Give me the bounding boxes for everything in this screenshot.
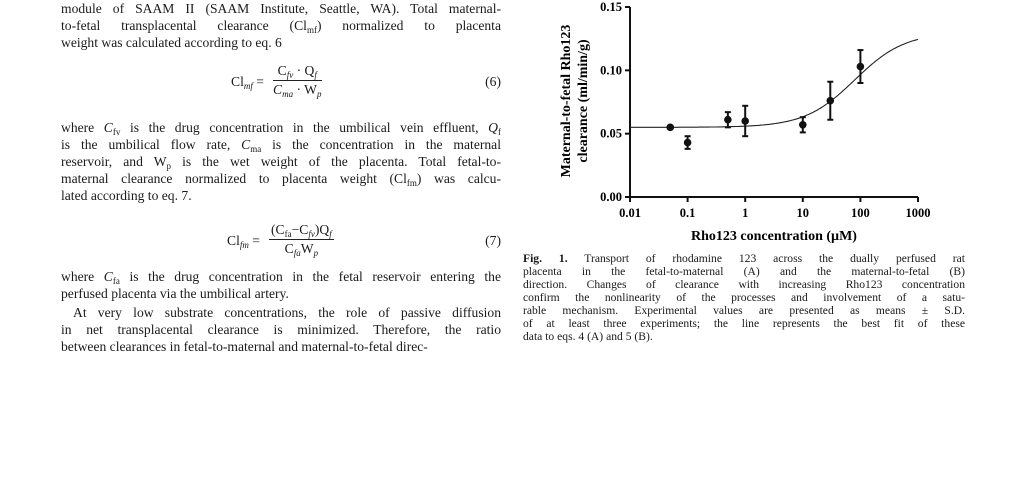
text-segment: At very low substrate concentrations, the role of passive diffusion [73,305,501,320]
text-segment: f [498,127,501,137]
data-point [857,63,865,71]
eq7-num-end: )Q [314,222,330,237]
text-segment: module of SAAM II (SAAM Institute, Seattle, WA). Total maternal- [61,1,501,16]
text-line [523,317,965,330]
text-segment: is the drug concentration in the fetal reservoir entering the [119,269,501,284]
x-tick-label: 0.01 [619,206,641,220]
data-point [826,97,834,105]
text-segment: fv [112,127,121,137]
text-line [61,304,501,321]
text-line [61,17,501,34]
data-point [666,124,674,132]
data-point [684,139,692,147]
text-segment: perfused placenta via the umbilical artery. [61,286,289,301]
text-segment: fm [406,178,417,188]
equation-number-6: (6) [485,74,501,89]
text-segment: reservoir, and W [61,154,167,169]
text-segment: weight was calculated according to eq. 6 [61,35,282,50]
text-segment: is the drug concentration in the umbilical vein effluent, [120,120,489,135]
equation-number-7: (7) [485,233,501,248]
text-segment: p [166,161,172,171]
text-segment: rable mechanism. Experimental values are presented as means ± S.D. [523,304,965,317]
x-tick-label: 1000 [905,206,931,220]
x-tick-label: 100 [851,206,870,220]
eq7-den-sub: fa [293,248,301,258]
text-segment: C [241,137,251,152]
text-segment: Fig. 1. [523,252,568,265]
eq7-num: (C [271,222,285,237]
text-segment: C [103,269,113,284]
y-tick-label: 0.00 [600,190,622,204]
equation-7: $Cl_{fm}$ = $(C_{fa}-C_{fv})Q_f$ $C_{fa}W_p$ (7) [227,222,501,258]
eq6-den-sub: ma [282,89,294,99]
text-segment: between clearances in fetal-to-maternal and maternal-to-fetal direc- [61,339,428,354]
text-segment: ma [250,144,262,154]
text-segment: where [61,120,104,135]
x-tick-label: 10 [796,206,810,220]
text-line [523,291,965,304]
eq7-den-sub2: p [313,248,319,258]
paragraph-2 [61,119,501,204]
x-axis-label: Rho123 concentration (µM) [691,229,857,244]
text-line [61,119,501,136]
text-line [523,330,965,343]
text-line [523,278,965,291]
x-tick-label: 1 [742,206,749,220]
text-segment: in net transplacental clearance is minimized. Therefore, the ratio [61,322,501,337]
text-segment: placenta in the fetal-to-maternal (A) and the maternal-to-fetal (B) [523,265,965,278]
text-segment: fa [112,276,120,286]
eq7-num-mid: −C [291,222,309,237]
text-line [61,285,501,302]
paragraph-3 [61,268,501,302]
figure-caption [523,252,965,343]
text-line [61,153,501,170]
y-axis-label-line2: clearance (ml/min/g) [576,39,591,163]
eq7-num-sub3: f [329,229,332,239]
text-line [61,34,501,51]
text-line [61,136,501,153]
text-segment: of at least three experiments; the line represents the best fit of these [523,317,965,330]
text-line [61,268,501,285]
y-tick-label: 0.15 [600,0,622,14]
text-segment: ) normalized to placenta [316,18,501,33]
text-line [523,265,965,278]
data-point [799,121,807,129]
text-segment: is the concentration in the maternal [261,137,501,152]
text-line [61,170,501,187]
text-line [61,321,501,338]
text-segment: mf [306,25,317,35]
text-segment: data to eqs. 4 (A) and 5 (B). [523,330,653,343]
eq6-lhs: Cl [231,74,244,89]
eq7-lhs-sub: fm [239,240,249,250]
text-segment: is the wet weight of the placenta. Total fetal-to- [171,154,501,169]
eq6-num-sub2: f [314,70,317,80]
text-segment: maternal clearance normalized to placenta weight (Cl [61,171,407,186]
eq7-den: C [284,241,294,256]
eq6-num-mid: · Q [293,63,315,78]
text-segment: where [61,269,104,284]
eq6-num-sub: fv [286,70,294,80]
text-segment: direction. Changes of clearance with increasing Rho123 concentration [523,278,965,291]
eq7-lhs: Cl [227,233,240,248]
x-tick-label: 0.1 [679,206,696,220]
paragraph-4 [61,304,501,355]
paragraph-1 [61,0,501,51]
eq7-num-sub: fa [284,229,292,239]
eq7-num-sub2: fv [308,229,315,239]
text-line [61,187,501,204]
data-point [724,116,732,124]
text-segment: to-fetal transplacental clearance (Cl [61,18,307,33]
eq7-den-mid: W [300,241,314,256]
text-segment: Transport of rhodamine 123 across the dually perfused rat [567,252,965,265]
eq6-den: C [273,82,283,97]
text-line [523,304,965,317]
eq6-den-sub2: p [317,89,322,99]
y-tick-label: 0.05 [600,126,622,141]
y-tick-label: 0.10 [600,63,622,78]
equation-6: $Cl_{mf}$ = $C_{fv} \cdot Q_f$ $C_{ma} \cdot W_p$ (6) [231,63,501,99]
fit-curve [630,39,918,127]
text-segment: ) was calcu- [416,171,501,186]
figure-1-chart [540,0,960,250]
text-line [61,338,501,355]
eq6-lhs-sub: mf [243,81,253,91]
text-segment: Q [488,120,498,135]
text-segment: lated according to eq. 7. [61,188,192,203]
text-line [523,252,965,265]
data-point [741,117,749,125]
text-segment: confirm the nonlinearity of the processes and involvement of a satu- [523,291,965,304]
eq6-den-mid: · W [293,82,317,97]
text-segment: is the umbilical flow rate, [61,137,242,152]
y-axis-label-line1: Maternal-to-fetal Rho123 [559,24,574,178]
text-line [61,0,501,17]
eq6-num: C [277,63,287,78]
text-segment: C [103,120,113,135]
